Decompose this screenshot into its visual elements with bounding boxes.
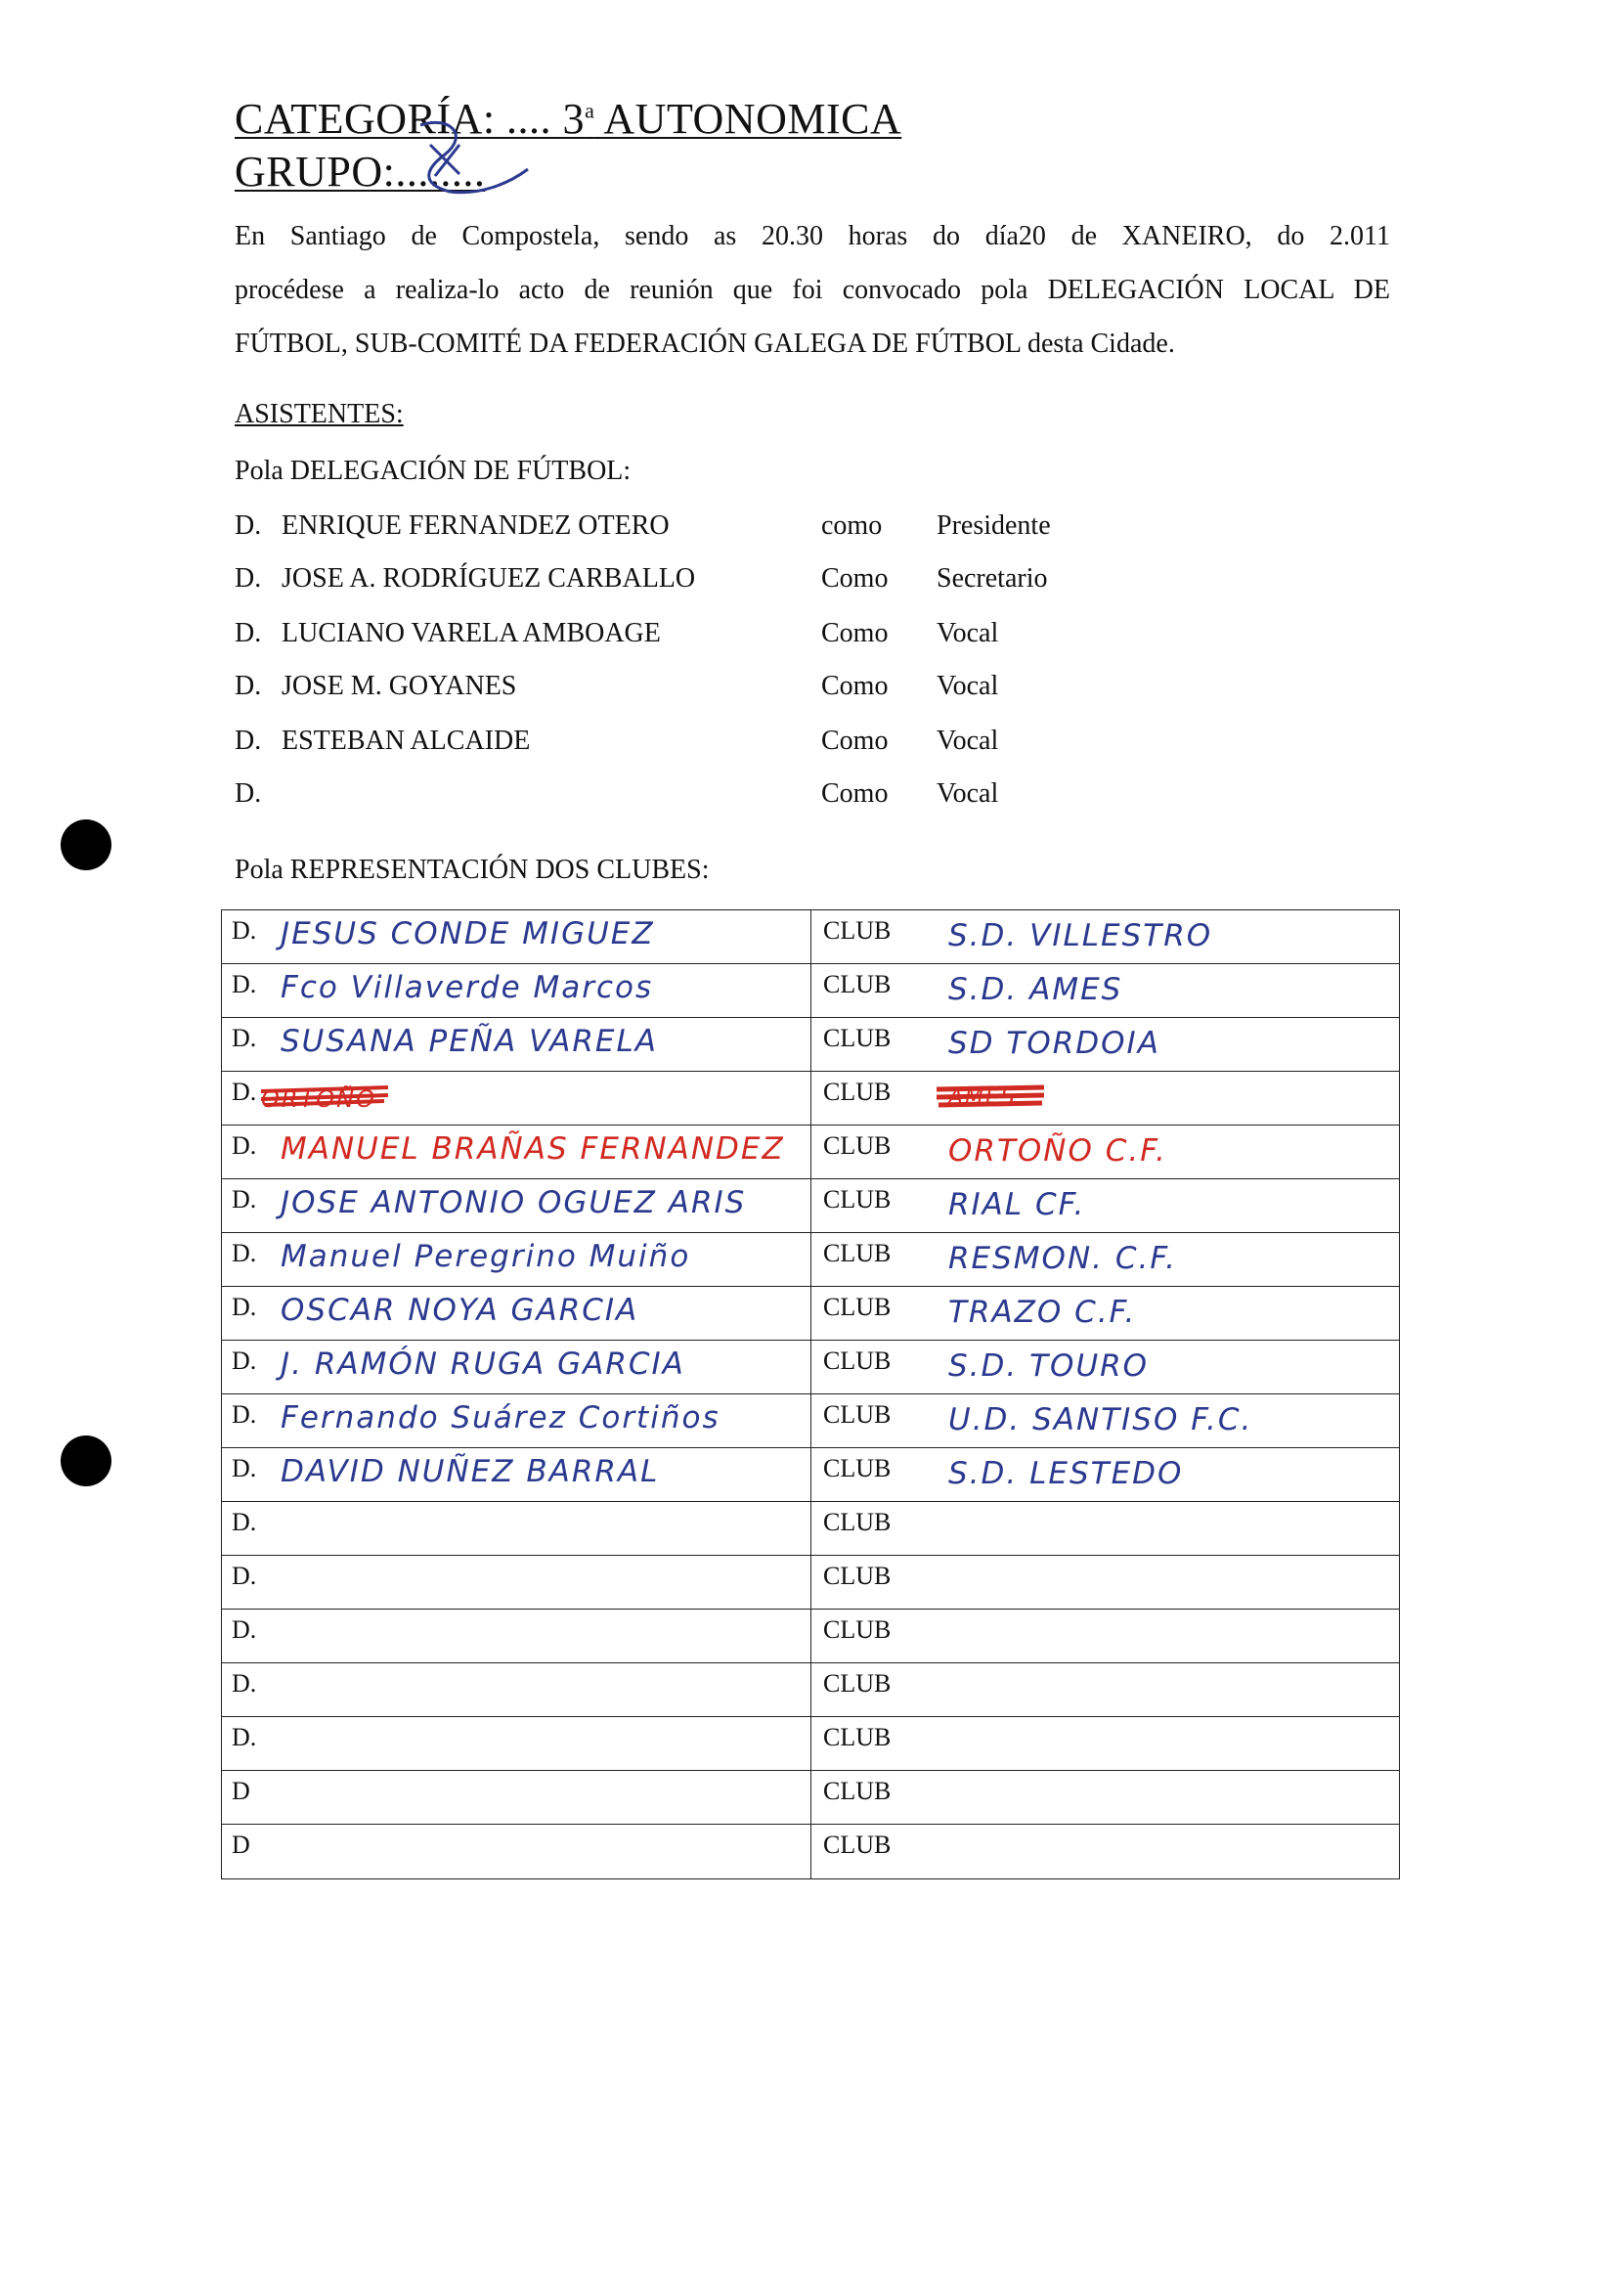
- handwritten-name: ORTOÑO: [261, 1085, 376, 1113]
- name-cell: [222, 1341, 811, 1393]
- club-cell: [811, 1341, 1399, 1393]
- club-cell: [811, 1610, 1399, 1662]
- row-prefix: D.: [232, 1508, 257, 1536]
- member-role: Vocal: [937, 671, 999, 701]
- club-cell: [811, 910, 1399, 963]
- strikeout-mark: [261, 1076, 388, 1117]
- handwritten-name: Manuel Peregrino Muiño: [281, 1239, 691, 1274]
- handwritten-name: SUSANA PEÑA VARELA: [281, 1024, 658, 1059]
- member-role: Secretario: [937, 563, 1048, 594]
- club-label: CLUB: [823, 1185, 892, 1214]
- name-cell: [222, 1502, 811, 1555]
- name-cell: [222, 1610, 811, 1662]
- name-cell: [222, 1663, 811, 1716]
- name-cell: [222, 1287, 811, 1340]
- name-cell: [222, 1233, 811, 1286]
- name-cell: [222, 1126, 811, 1178]
- table-row: [222, 964, 1399, 1018]
- member-role: Vocal: [937, 618, 999, 648]
- club-label: CLUB: [823, 1131, 892, 1160]
- table-row: [222, 1556, 1399, 1610]
- member-como: Como: [821, 778, 889, 809]
- club-label: CLUB: [823, 916, 892, 945]
- row-prefix: D.: [232, 916, 257, 945]
- member-como: Como: [821, 671, 889, 701]
- club-cell: [811, 1394, 1399, 1447]
- club-label: CLUB: [823, 1293, 892, 1321]
- handwritten-name: DAVID NUÑEZ BARRAL: [281, 1454, 660, 1489]
- row-prefix: D.: [232, 1024, 257, 1052]
- club-label: CLUB: [823, 1615, 892, 1644]
- row-prefix: D.: [232, 1723, 257, 1751]
- delegacion-title: Pola DELEGACIÓN DE FÚTBOL:: [235, 456, 632, 486]
- table-row: [222, 1233, 1399, 1287]
- table-row: [222, 1179, 1399, 1233]
- table-row: [222, 1018, 1399, 1072]
- member-role: Presidente: [937, 510, 1051, 541]
- table-row: [222, 1771, 1399, 1825]
- table-row: [222, 1287, 1399, 1341]
- club-cell: [811, 1072, 1399, 1125]
- club-label: CLUB: [823, 1078, 892, 1106]
- intro-line-3: FÚTBOL, SUB-COMITÉ DA FEDERACIÓN GALEGA DE FÚTBOL desta Cidade.: [235, 329, 1175, 359]
- name-cell: [222, 1771, 811, 1824]
- club-label: CLUB: [823, 1024, 892, 1052]
- clubs-table: [221, 909, 1400, 1879]
- member-name: LUCIANO VARELA AMBOAGE: [282, 618, 661, 648]
- club-cell: [811, 1825, 1399, 1878]
- row-prefix: D.: [232, 1293, 257, 1321]
- handwritten-club: AMES: [948, 1085, 1017, 1110]
- table-row: [222, 910, 1399, 964]
- name-cell: [222, 1717, 811, 1770]
- categoria-heading: CATEGORÍA: .... 3$^a$ AUTONOMICA: [235, 95, 902, 143]
- table-row: [222, 1502, 1399, 1556]
- club-cell: [811, 1556, 1399, 1609]
- table-row: [222, 1341, 1399, 1394]
- row-prefix: D.: [232, 1454, 257, 1482]
- club-label: CLUB: [823, 970, 892, 998]
- member-prefix: D.: [235, 510, 262, 541]
- handwritten-club: S.D. TOURO: [948, 1348, 1150, 1384]
- handwritten-name: OSCAR NOYA GARCIA: [281, 1293, 639, 1328]
- name-cell: [222, 1072, 811, 1125]
- table-row: [222, 1825, 1399, 1878]
- member-prefix: D.: [235, 618, 262, 648]
- member-como: Como: [821, 563, 889, 594]
- club-cell: [811, 1287, 1399, 1340]
- table-row: [222, 1717, 1399, 1771]
- club-label: CLUB: [823, 1777, 892, 1805]
- handwritten-name: JESUS CONDE MIGUEZ: [281, 916, 655, 951]
- member-como: como: [821, 510, 883, 541]
- table-row: [222, 1448, 1399, 1502]
- punch-hole-top: [61, 819, 111, 870]
- row-prefix: D.: [232, 1615, 257, 1644]
- handwritten-name: Fernando Suárez Cortiños: [281, 1400, 720, 1435]
- club-label: CLUB: [823, 1400, 892, 1429]
- member-role: Vocal: [937, 726, 999, 756]
- club-label: CLUB: [823, 1831, 892, 1859]
- club-label: CLUB: [823, 1508, 892, 1536]
- club-cell: [811, 1018, 1399, 1071]
- row-prefix: D.: [232, 1400, 257, 1429]
- handwritten-name: Fco Villaverde Marcos: [281, 970, 654, 1005]
- club-cell: [811, 1233, 1399, 1286]
- handwritten-club: S.D. AMES: [948, 972, 1123, 1007]
- club-label: CLUB: [823, 1562, 892, 1590]
- club-label: CLUB: [823, 1239, 892, 1267]
- row-prefix: D.: [232, 1185, 257, 1214]
- table-row: [222, 1072, 1399, 1126]
- row-prefix: D.: [232, 1562, 257, 1590]
- handwritten-club: ORTOÑO C.F.: [948, 1133, 1167, 1169]
- intro-line-1: En Santiago de Compostela, sendo as 20.30 horas do día20 de XANEIRO, do 2.011: [235, 221, 1390, 251]
- handwritten-club: SD TORDOIA: [948, 1026, 1160, 1061]
- handwritten-name: MANUEL BRAÑAS FERNANDEZ: [281, 1131, 785, 1167]
- member-name: JOSE A. RODRÍGUEZ CARBALLO: [282, 563, 696, 594]
- member-name: ENRIQUE FERNANDEZ OTERO: [282, 510, 670, 541]
- member-como: Como: [821, 726, 889, 756]
- punch-hole-bottom: [61, 1435, 111, 1486]
- handwritten-club: TRAZO C.F.: [948, 1295, 1137, 1330]
- name-cell: [222, 1448, 811, 1501]
- strikeout-mark: [937, 1076, 1044, 1117]
- club-cell: [811, 964, 1399, 1017]
- name-cell: [222, 1394, 811, 1447]
- club-cell: [811, 1448, 1399, 1501]
- member-prefix: D.: [235, 726, 262, 756]
- table-row: [222, 1394, 1399, 1448]
- handwritten-name: JOSE ANTONIO OGUEZ ARIS: [281, 1185, 747, 1220]
- name-cell: [222, 1825, 811, 1878]
- member-name: ESTEBAN ALCAIDE: [282, 726, 531, 756]
- club-cell: [811, 1771, 1399, 1824]
- member-prefix: D.: [235, 563, 262, 594]
- row-prefix: D.: [232, 1131, 257, 1160]
- name-cell: [222, 1018, 811, 1071]
- row-prefix: D: [232, 1831, 250, 1859]
- club-label: CLUB: [823, 1669, 892, 1698]
- member-prefix: D.: [235, 671, 262, 701]
- club-cell: [811, 1663, 1399, 1716]
- member-prefix: D.: [235, 778, 262, 809]
- name-cell: [222, 1179, 811, 1232]
- club-label: CLUB: [823, 1723, 892, 1751]
- club-label: CLUB: [823, 1347, 892, 1375]
- member-name: JOSE M. GOYANES: [282, 671, 517, 701]
- asistentes-title: ASISTENTES:: [235, 399, 404, 429]
- grupo-heading: GRUPO:........: [235, 148, 486, 196]
- name-cell: [222, 910, 811, 963]
- row-prefix: D.: [232, 1347, 257, 1375]
- clubes-title: Pola REPRESENTACIÓN DOS CLUBES:: [235, 855, 710, 885]
- name-cell: [222, 964, 811, 1017]
- row-prefix: D: [232, 1777, 250, 1805]
- row-prefix: D.: [232, 1239, 257, 1267]
- table-row: [222, 1126, 1399, 1179]
- club-label: CLUB: [823, 1454, 892, 1482]
- handwritten-club: RIAL CF.: [948, 1187, 1086, 1222]
- name-cell: [222, 1556, 811, 1609]
- member-role: Vocal: [937, 778, 999, 809]
- handwritten-club: S.D. LESTEDO: [948, 1456, 1184, 1491]
- handwritten-club: S.D. VILLESTRO: [948, 918, 1213, 953]
- row-prefix: D.: [232, 1669, 257, 1698]
- row-prefix: D.: [232, 970, 257, 998]
- table-row: [222, 1610, 1399, 1663]
- handwritten-name: J. RAMÓN RUGA GARCIA: [281, 1347, 685, 1382]
- handwritten-club: U.D. SANTISO F.C.: [948, 1402, 1253, 1437]
- club-cell: [811, 1717, 1399, 1770]
- handwritten-club: RESMON. C.F.: [948, 1241, 1178, 1276]
- intro-paragraph: [235, 209, 1390, 371]
- handwritten-mark: [391, 115, 538, 203]
- club-cell: [811, 1179, 1399, 1232]
- member-como: Como: [821, 618, 889, 648]
- table-row: [222, 1663, 1399, 1717]
- club-cell: [811, 1502, 1399, 1555]
- intro-line-2: procédese a realiza-lo acto de reunión que foi convocado pola DELEGACIÓN LOCAL DE: [235, 275, 1390, 305]
- row-prefix: D.: [232, 1078, 257, 1106]
- club-cell: [811, 1126, 1399, 1178]
